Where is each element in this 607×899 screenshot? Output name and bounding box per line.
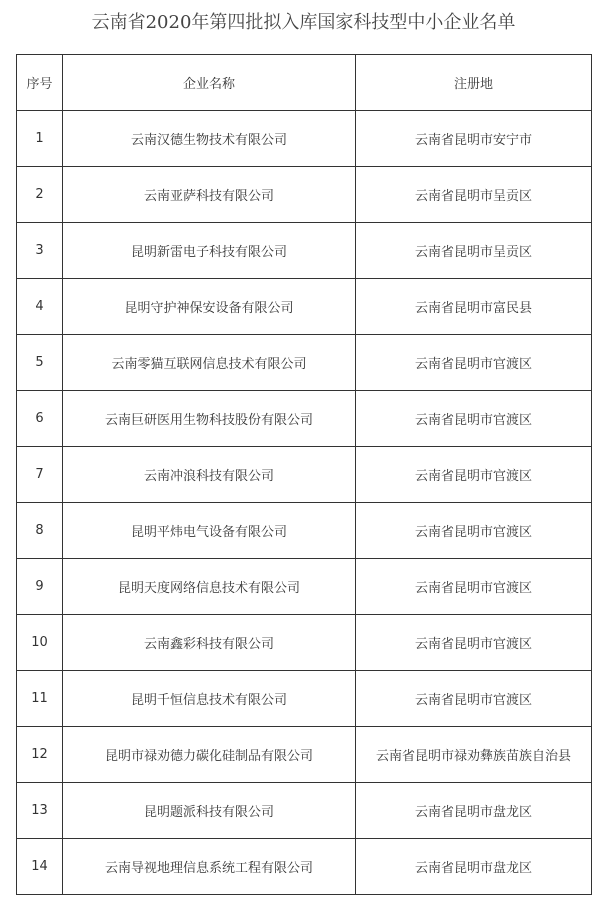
row-location: 云南省昆明市官渡区 xyxy=(356,503,592,559)
row-location: 云南省昆明市官渡区 xyxy=(356,615,592,671)
row-name: 昆明平炜电气设备有限公司 xyxy=(63,503,356,559)
table-row xyxy=(17,111,592,167)
row-index: 9 xyxy=(17,559,63,615)
row-name: 云南巨研医用生物科技股份有限公司 xyxy=(63,391,356,447)
table-row xyxy=(17,223,592,279)
table-row xyxy=(17,335,592,391)
table-row xyxy=(17,839,592,895)
header-index: 序号 xyxy=(17,55,63,111)
table-row xyxy=(17,503,592,559)
row-name: 昆明守护神保安设备有限公司 xyxy=(63,279,356,335)
row-location: 云南省昆明市官渡区 xyxy=(356,391,592,447)
page-title: 云南省2020年第四批拟入库国家科技型中小企业名单 xyxy=(91,12,516,33)
row-name: 云南导视地理信息系统工程有限公司 xyxy=(63,839,356,895)
row-index: 11 xyxy=(17,671,63,727)
table-row xyxy=(17,391,592,447)
table-row xyxy=(17,727,592,783)
row-name: 昆明千恒信息技术有限公司 xyxy=(63,671,356,727)
row-index: 3 xyxy=(17,223,63,279)
table-row xyxy=(17,447,592,503)
row-name: 昆明天度网络信息技术有限公司 xyxy=(63,559,356,615)
row-index: 10 xyxy=(17,615,63,671)
row-name: 昆明题派科技有限公司 xyxy=(63,783,356,839)
row-index: 8 xyxy=(17,503,63,559)
row-location: 云南省昆明市官渡区 xyxy=(356,447,592,503)
row-index: 13 xyxy=(17,783,63,839)
row-index: 6 xyxy=(17,391,63,447)
table-row xyxy=(17,615,592,671)
row-index: 2 xyxy=(17,167,63,223)
row-location: 云南省昆明市禄劝彝族苗族自治县 xyxy=(356,727,592,783)
row-name: 云南冲浪科技有限公司 xyxy=(63,447,356,503)
row-index: 7 xyxy=(17,447,63,503)
row-index: 5 xyxy=(17,335,63,391)
row-location: 云南省昆明市官渡区 xyxy=(356,335,592,391)
table-row xyxy=(17,559,592,615)
row-name: 昆明市禄劝德力碳化硅制品有限公司 xyxy=(63,727,356,783)
table-header-row xyxy=(17,55,592,111)
enterprise-table xyxy=(16,54,592,895)
row-index: 12 xyxy=(17,727,63,783)
table-row xyxy=(17,783,592,839)
row-location: 云南省昆明市呈贡区 xyxy=(356,223,592,279)
row-location: 云南省昆明市呈贡区 xyxy=(356,167,592,223)
row-location: 云南省昆明市官渡区 xyxy=(356,671,592,727)
header-name: 企业名称 xyxy=(63,55,356,111)
row-location: 云南省昆明市盘龙区 xyxy=(356,839,592,895)
row-name: 云南亚萨科技有限公司 xyxy=(63,167,356,223)
table-row xyxy=(17,167,592,223)
row-location: 云南省昆明市官渡区 xyxy=(356,559,592,615)
row-index: 1 xyxy=(17,111,63,167)
row-name: 昆明新雷电子科技有限公司 xyxy=(63,223,356,279)
row-name: 云南零猫互联网信息技术有限公司 xyxy=(63,335,356,391)
table-row xyxy=(17,671,592,727)
row-location: 云南省昆明市安宁市 xyxy=(356,111,592,167)
header-location: 注册地 xyxy=(356,55,592,111)
table-row xyxy=(17,279,592,335)
row-name: 云南汉德生物技术有限公司 xyxy=(63,111,356,167)
row-location: 云南省昆明市盘龙区 xyxy=(356,783,592,839)
row-name: 云南鑫彩科技有限公司 xyxy=(63,615,356,671)
row-index: 4 xyxy=(17,279,63,335)
row-location: 云南省昆明市富民县 xyxy=(356,279,592,335)
row-index: 14 xyxy=(17,839,63,895)
